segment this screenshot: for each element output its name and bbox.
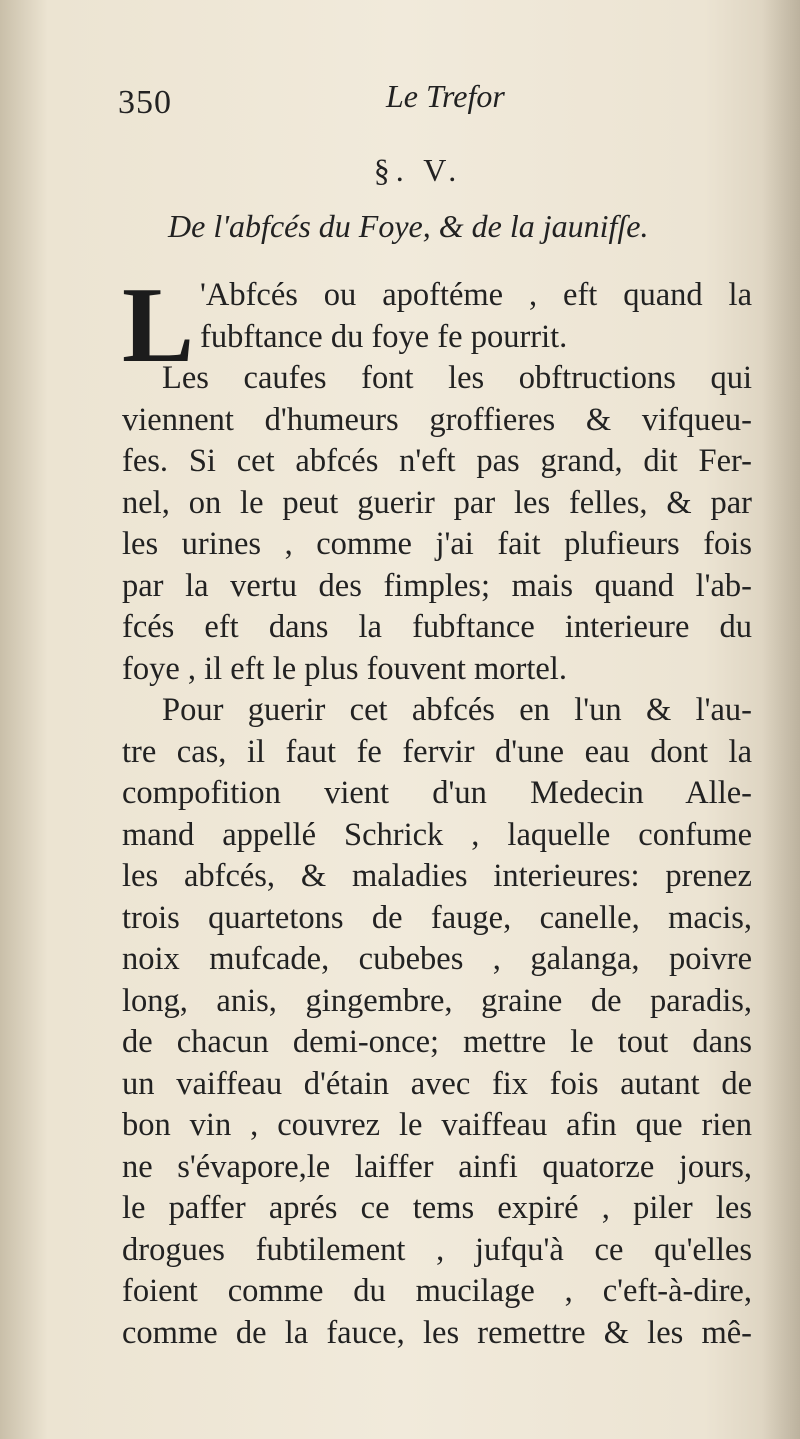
text-line: foient comme du mucilage , c'eft-à-dire, (122, 1273, 752, 1309)
drop-cap: L (122, 266, 195, 385)
text-line: bon vin , couvrez le vaiffeau afin que rien (122, 1107, 752, 1143)
text-line: 'Abfcés ou apoftéme , eft quand la (200, 277, 752, 313)
text-line: fes. Si cet abfcés n'eft pas grand, dit Fer- (122, 443, 752, 479)
text-line: noix mufcade, cubebes , galanga, poivre (122, 941, 752, 977)
text-line: tre cas, il faut fe fervir d'une eau dont la (122, 733, 752, 770)
text-line: viennent d'humeurs groffieres & vifqueu- (122, 401, 752, 438)
section-title: De l'abfcés du Foye, & de la jaunifſe. (168, 208, 649, 244)
text-line: fubftance du foye fe pourrit. (200, 318, 568, 355)
page-header (118, 78, 758, 121)
text-line: les urines , comme j'ai fait plufieurs fois (122, 526, 752, 562)
section-number: §. V. (373, 152, 463, 188)
text-line: mand appellé Schrick , laquelle confume (122, 816, 752, 853)
text-line: comme de la fauce, les remettre & les mê- (122, 1314, 752, 1351)
text-line: de chacun demi-once; mettre le tout dans (122, 1024, 752, 1060)
text-line: long, anis, gingembre, graine de paradis, (122, 982, 752, 1019)
text-line: ne s'évapore,le laiffer ainfi quatorze jours, (122, 1148, 752, 1185)
text-line: nel, on le peut guerir par les felles, & par (122, 484, 752, 521)
text-line: trois quartetons de fauge, canelle, macis, (122, 899, 752, 936)
text-line: foye , il eft le plus fouvent mortel. (122, 650, 567, 687)
body-text (122, 266, 752, 1354)
running-title: Le Trefor (386, 78, 505, 114)
text-line: un vaiffeau d'étain avec fix fois autant de (122, 1065, 752, 1102)
text-line: les abfcés, & maladies interieures: prenez (122, 858, 752, 894)
text-line: drogues fubtilement , jufqu'à ce qu'elles (122, 1231, 752, 1268)
text-line: compofition vient d'un Medecin Alle- (122, 775, 752, 811)
text-line: le paffer aprés ce tems expiré , piler les (122, 1190, 752, 1226)
text-line: fcés eft dans la fubftance interieure du (122, 609, 752, 645)
page-number: 350 (118, 84, 172, 121)
text-line: Les caufes font les obftructions qui (162, 360, 752, 396)
text-line: Pour guerir cet abfcés en l'un & l'au- (162, 692, 752, 728)
text-line: par la vertu des fimples; mais quand l'ab- (122, 567, 752, 604)
